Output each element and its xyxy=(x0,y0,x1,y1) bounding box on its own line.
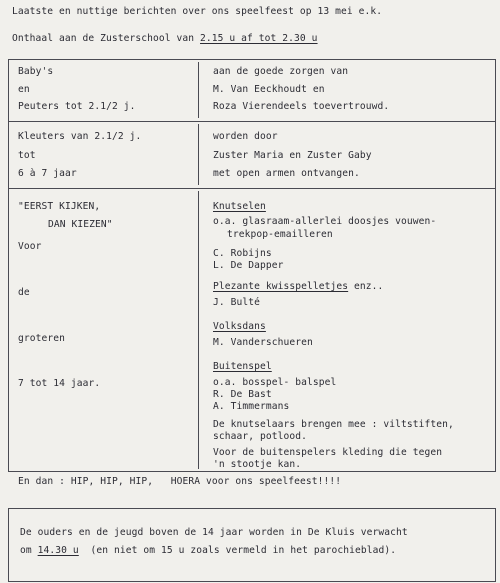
babies-left-1: Baby's xyxy=(18,66,54,77)
column-divider-1 xyxy=(198,62,199,118)
buitenspel-note-1a: De knutselaars brengen mee : viltstiften, xyxy=(213,419,454,430)
babies-right-3: Roza Vierendeels toevertrouwd. xyxy=(213,101,390,112)
buitenspel-name-1: R. De Bast xyxy=(213,389,272,400)
toddlers-right-1: worden door xyxy=(213,131,278,142)
table-top-border xyxy=(8,59,496,60)
volksdans-title: Volksdans xyxy=(213,321,266,332)
footer-top-border xyxy=(8,508,496,509)
footer-left-border xyxy=(8,508,9,582)
plezante-name-1: J. Bulté xyxy=(213,297,261,308)
table-right-border xyxy=(495,59,496,472)
toddlers-left-3: 6 à 7 jaar xyxy=(18,168,77,179)
slogan-line-1: "EERST KIJKEN, xyxy=(18,201,101,212)
plezante-line xyxy=(213,281,383,293)
column-divider-3 xyxy=(198,191,199,469)
buitenspel-title: Buitenspel xyxy=(213,361,272,372)
intro-line: Laatste en nuttige berichten over ons speelfeest op 13 mei e.k. xyxy=(12,6,383,17)
older-left-age: 7 tot 14 jaar. xyxy=(18,378,101,389)
babies-right-2: M. Van Eeckhoudt en xyxy=(213,84,325,95)
toddlers-right-2: Zuster Maria en Zuster Gaby xyxy=(213,150,372,161)
footer-bottom-border xyxy=(8,581,496,582)
column-divider-2 xyxy=(198,124,199,185)
reception-prefix: Onthaal aan de Zusterschool van xyxy=(12,33,201,44)
table-left-border xyxy=(8,59,9,472)
slogan-line-2: DAN KIEZEN" xyxy=(48,219,113,230)
toddlers-left-1: Kleuters van 2.1/2 j. xyxy=(18,131,142,142)
table-divider-1 xyxy=(8,121,496,122)
knutselen-desc-2: trekpop-emailleren xyxy=(227,229,333,240)
knutselen-title: Knutselen xyxy=(213,201,266,212)
knutselen-name-1: C. Robijns xyxy=(213,248,272,259)
reception-line xyxy=(12,33,318,45)
footer-time: 14.30 u xyxy=(37,545,79,556)
footer-right-border xyxy=(495,508,496,582)
table-divider-2 xyxy=(8,188,496,189)
babies-right-1: aan de goede zorgen van xyxy=(213,66,349,77)
toddlers-left-2: tot xyxy=(18,150,36,161)
toddlers-right-3: met open armen ontvangen. xyxy=(213,168,360,179)
older-left-voor: Voor xyxy=(18,241,42,252)
cheer-line: En dan : HIP, HIP, HIP, HOERA voor ons speelfeest!!!! xyxy=(18,476,342,487)
plezante-title: Plezante kwisspelletjes xyxy=(213,281,349,292)
babies-left-3: Peuters tot 2.1/2 j. xyxy=(18,101,136,112)
footer-line-2-suffix: (en niet om 15 u zoals vermeld in het parochieblad). xyxy=(78,545,397,556)
buitenspel-note-2b: 'n stootje kan. xyxy=(213,459,302,470)
babies-left-2: en xyxy=(18,84,30,95)
buitenspel-desc: o.a. bosspel- balspel xyxy=(213,377,337,388)
footer-line-2-prefix: om xyxy=(20,545,38,556)
older-left-de: de xyxy=(18,287,30,298)
table-bottom-border xyxy=(8,471,496,472)
buitenspel-note-2a: Voor de buitenspelers kleding die tegen xyxy=(213,447,443,458)
knutselen-name-2: L. De Dapper xyxy=(213,260,284,271)
buitenspel-name-2: A. Timmermans xyxy=(213,401,290,412)
reception-time: 2.15 u af tot 2.30 u xyxy=(200,33,318,44)
plezante-suffix: enz.. xyxy=(348,281,384,292)
footer-line-1: De ouders en de jeugd boven de 14 jaar worden in De Kluis verwacht xyxy=(20,527,408,538)
buitenspel-note-1b: schaar, potlood. xyxy=(213,431,308,442)
older-left-groteren: groteren xyxy=(18,333,66,344)
volksdans-name-1: M. Vanderschueren xyxy=(213,337,313,348)
footer-line-2 xyxy=(20,545,396,557)
knutselen-desc-1: o.a. glasraam-allerlei doosjes vouwen- xyxy=(213,216,437,227)
